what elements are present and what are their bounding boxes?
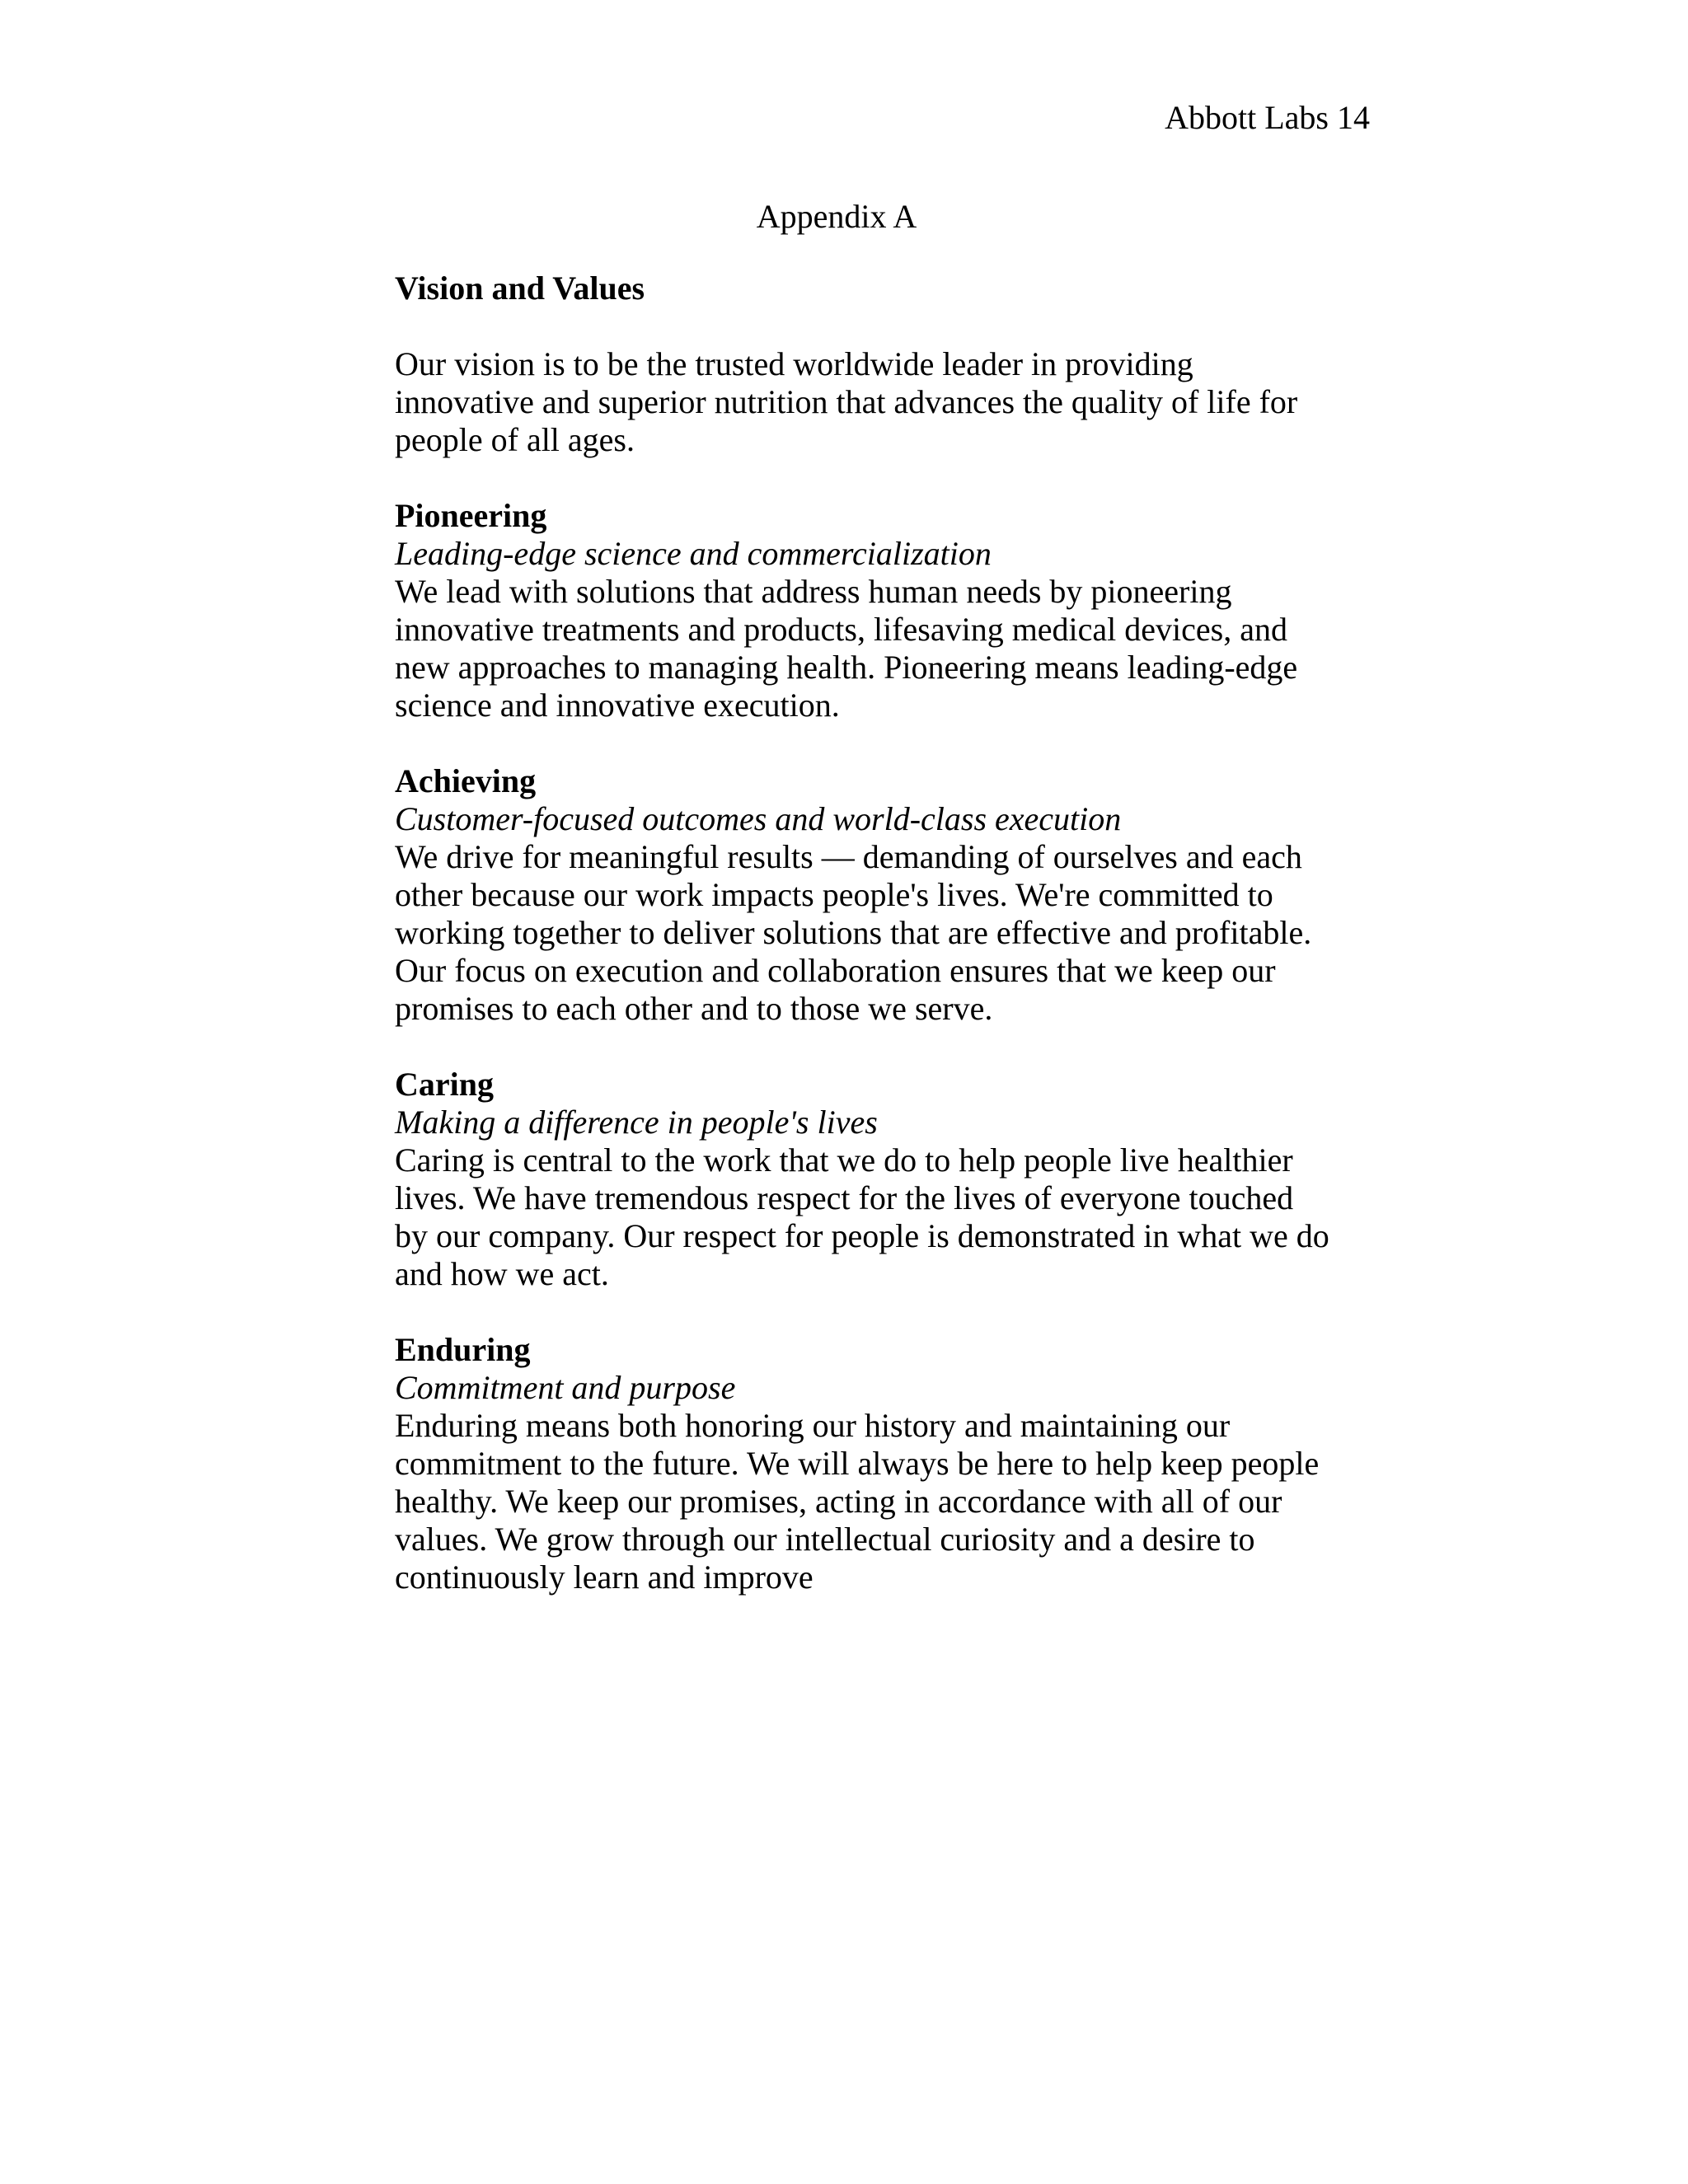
value-description: We lead with solutions that address human needs by pioneering innovative treatments and products, lifesaving medical devices, and new approaches to managing health. Pioneering means leading-edge science and innovative execution. xyxy=(395,573,1298,724)
value-section-pioneering xyxy=(395,497,1334,724)
document-body xyxy=(395,269,1334,1634)
value-title: Enduring xyxy=(395,1331,531,1368)
value-subtitle: Making a difference in people's lives xyxy=(395,1104,878,1141)
value-title: Pioneering xyxy=(395,497,547,534)
value-title: Caring xyxy=(395,1066,494,1103)
value-description: Enduring means both honoring our history and maintaining our commitment to the future. We will always be here to help keep people healthy. We keep our promises, acting in accordance with all of our values. We grow through our intellectual curiosity and a desire to continuously learn and improve xyxy=(395,1407,1320,1596)
value-title: Achieving xyxy=(395,762,537,799)
value-subtitle: Leading-edge science and commercialization xyxy=(395,535,992,572)
running-head: Abbott Labs 14 xyxy=(1165,99,1370,136)
section-heading-vision-and-values: Vision and Values xyxy=(395,269,645,307)
value-section-enduring xyxy=(395,1331,1334,1596)
appendix-title: Appendix A xyxy=(756,198,917,235)
value-description: We drive for meaningful results — demanding of ourselves and each other because our work impacts people's lives. We're committed to working together to deliver solutions that are effective and profitable. Our focus on execution and collaboration ensures that we keep our promises to each other and to those we serve. xyxy=(395,838,1312,1027)
value-subtitle: Commitment and purpose xyxy=(395,1369,736,1406)
value-description: Caring is central to the work that we do to help people live healthier lives. We have tremendous respect for the lives of everyone touched by our company. Our respect for people is demonstrated in what we do and how we act. xyxy=(395,1141,1329,1292)
value-section-caring xyxy=(395,1066,1334,1293)
value-subtitle: Customer-focused outcomes and world-class execution xyxy=(395,800,1122,837)
value-section-achieving xyxy=(395,762,1334,1028)
vision-statement: Our vision is to be the trusted worldwide leader in providing innovative and superior nutrition that advances the quality of life for people of all ages. xyxy=(395,345,1298,458)
